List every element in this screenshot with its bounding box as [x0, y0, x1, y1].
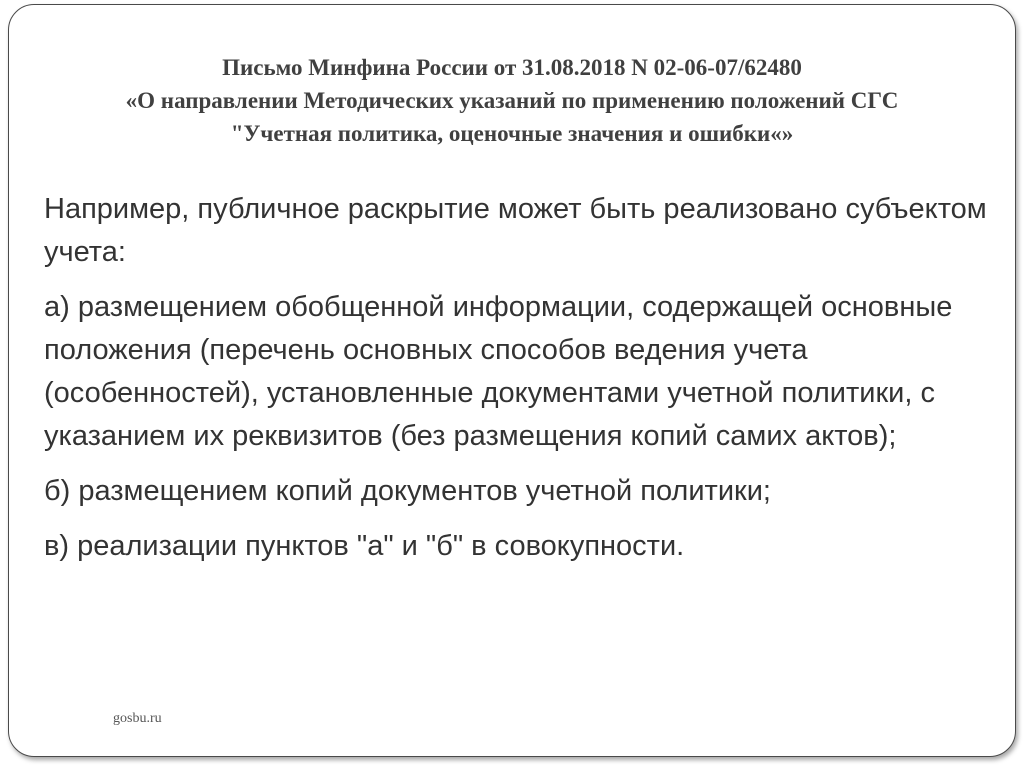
slide-title: [40, 51, 984, 150]
slide-body: [44, 188, 994, 580]
title-line-2: «О направлении Методических указаний по применению положений СГС: [125, 88, 899, 113]
title-line-3: "Учетная политика, оценочные значения и ошибки«»: [230, 121, 794, 146]
paragraph-item-a: а) размещением обобщенной информации, содержащей основные положения (перечень основных способов ведения учета (особенностей), установленные документами учетной политики, с указанием их реквизитов (без размещения копий самих актов);: [44, 291, 953, 452]
paragraph-item-b: б) размещением копий документов учетной политики;: [44, 475, 771, 507]
footer-source: gosbu.ru: [113, 711, 162, 726]
paragraph-intro: Например, публичное раскрытие может быть реализовано субъектом учета:: [44, 193, 987, 268]
paragraph-item-c: в) реализации пунктов "а" и "б" в совокупности.: [44, 530, 685, 562]
title-line-1: Письмо Минфина России от 31.08.2018 N 02-06-07/62480: [222, 55, 802, 80]
